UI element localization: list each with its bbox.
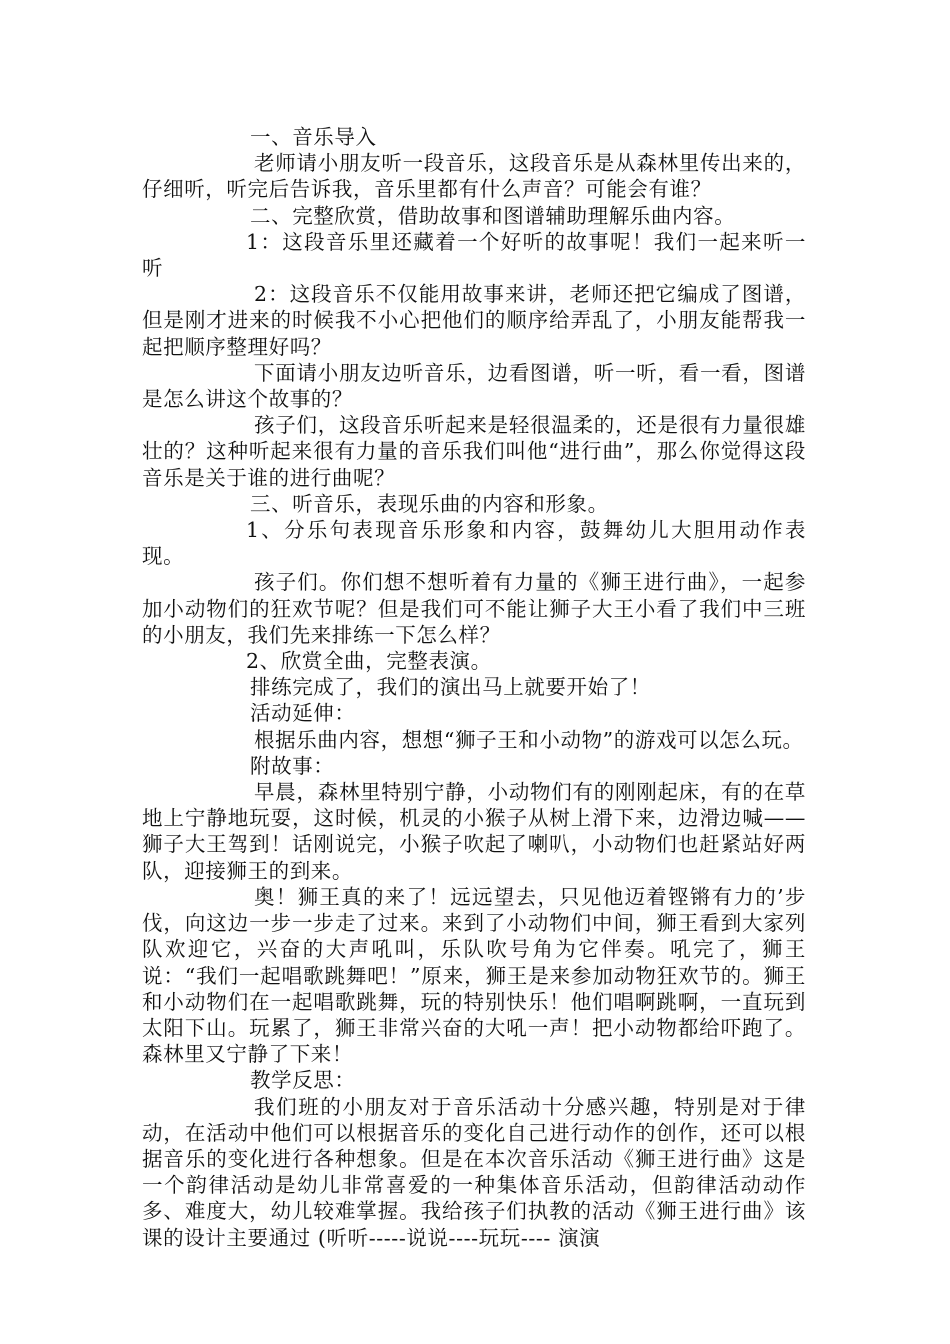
numbered-item-2-chart: 2：这段音乐不仅能用故事来讲，老师还把它编成了图谱，但是刚才进来的时候我不小心把他们的顺序给弄乱了，小朋友能帮我一起把顺序整理好吗？ xyxy=(142,282,806,359)
paragraph-extension-game: 根据乐曲内容，想想“狮子王和小动物”的游戏可以怎么玩。 xyxy=(254,727,804,752)
numbered-item-2-full-song: 2、欣赏全曲，完整表演。 xyxy=(246,649,492,674)
paragraph-rehearsal-done: 排练完成了，我们的演出马上就要开始了！ xyxy=(250,675,651,700)
document-body xyxy=(142,124,806,1251)
numbered-item-1-phrases: 1、分乐句表现音乐形象和内容，鼓舞幼儿大胆用动作表现。 xyxy=(142,518,806,569)
paragraph-listen-and-look: 下面请小朋友边听音乐，边看图谱，听一听，看一看，图谱是怎么讲这个故事的？ xyxy=(142,360,806,412)
section-heading-music-intro: 一、音乐导入 xyxy=(250,125,377,149)
paragraph-march-question: 孩子们，这段音乐听起来是轻很温柔的，还是很有力量很雄壮的？这种听起来很有力量的音乐我们叫他“进行曲”，那么你觉得这段音乐是关于谁的进行曲呢？ xyxy=(142,413,806,490)
numbered-item-1-story: 1：这段音乐里还藏着一个好听的故事呢！我们一起来听一听 xyxy=(142,229,806,281)
section-heading-reflection: 教学反思： xyxy=(250,1068,356,1093)
paragraph-lion-march-invite: 孩子们。你们想不想听着有力量的《狮王进行曲》，一起参加小动物们的狂欢节呢？但是我们可不能让狮子大王小看了我们中三班的小朋友，我们先来排练一下怎么样？ xyxy=(142,570,806,647)
section-heading-story: 附故事： xyxy=(250,753,335,778)
section-heading-perform: 三、听音乐，表现乐曲的内容和形象。 xyxy=(250,491,609,516)
paragraph-story-morning: 早晨，森林里特别宁静，小动物们有的刚刚起床，有的在草地上宁静地玩耍，这时候，机灵的小猴子从树上滑下来，边滑边喊——狮子大王驾到！话刚说完，小猴子吹起了喇叭，小动物们也赶紧站好两队，迎接狮王的到来。 xyxy=(142,780,806,883)
paragraph-story-lion-arrives: 奥！狮王真的来了！远远望去，只见他迈着铿锵有力的’步伐，向这边一步一步走了过来。来到了小动物们中间，狮王看到大家列队欢迎它，兴奋的大声吼叫，乐队吹号角为它伴奏。吼完了，狮王说：“我们一起唱歌跳舞吧！”原来，狮王是来参加动物狂欢节的。狮王和小动物们在一起唱歌跳舞，玩的特别快乐！他们唱啊跳啊，一直玩到太阳下山。玩累了，狮王非常兴奋的大吼一声！把小动物都给吓跑了。森林里又宁静了下来！ xyxy=(142,884,806,1067)
section-heading-extension: 活动延伸： xyxy=(250,701,356,726)
section-heading-full-appreciation: 二、完整欣赏，借助故事和图谱辅助理解乐曲内容。 xyxy=(250,203,736,228)
paragraph-teaching-reflection: 我们班的小朋友对于音乐活动十分感兴趣，特别是对于律动，在活动中他们可以根据音乐的变化自己进行动作的创作，还可以根据音乐的变化进行各种想象。但是在本次音乐活动《狮王进行曲》这是一个韵律活动是幼儿非常喜爱的一种集体音乐活动，但韵律活动动作多、难度大，幼儿较难掌握。我给孩子们执教的活动《狮王进行曲》该课的设计主要通过 (听听-----说说----玩玩---- 演演 xyxy=(142,1094,806,1250)
paragraph-intro-instruction: 老师请小朋友听一段音乐，这段音乐是从森林里传出来的，仔细听，听完后告诉我，音乐里都有什么声音？可能会有谁？ xyxy=(142,151,806,202)
